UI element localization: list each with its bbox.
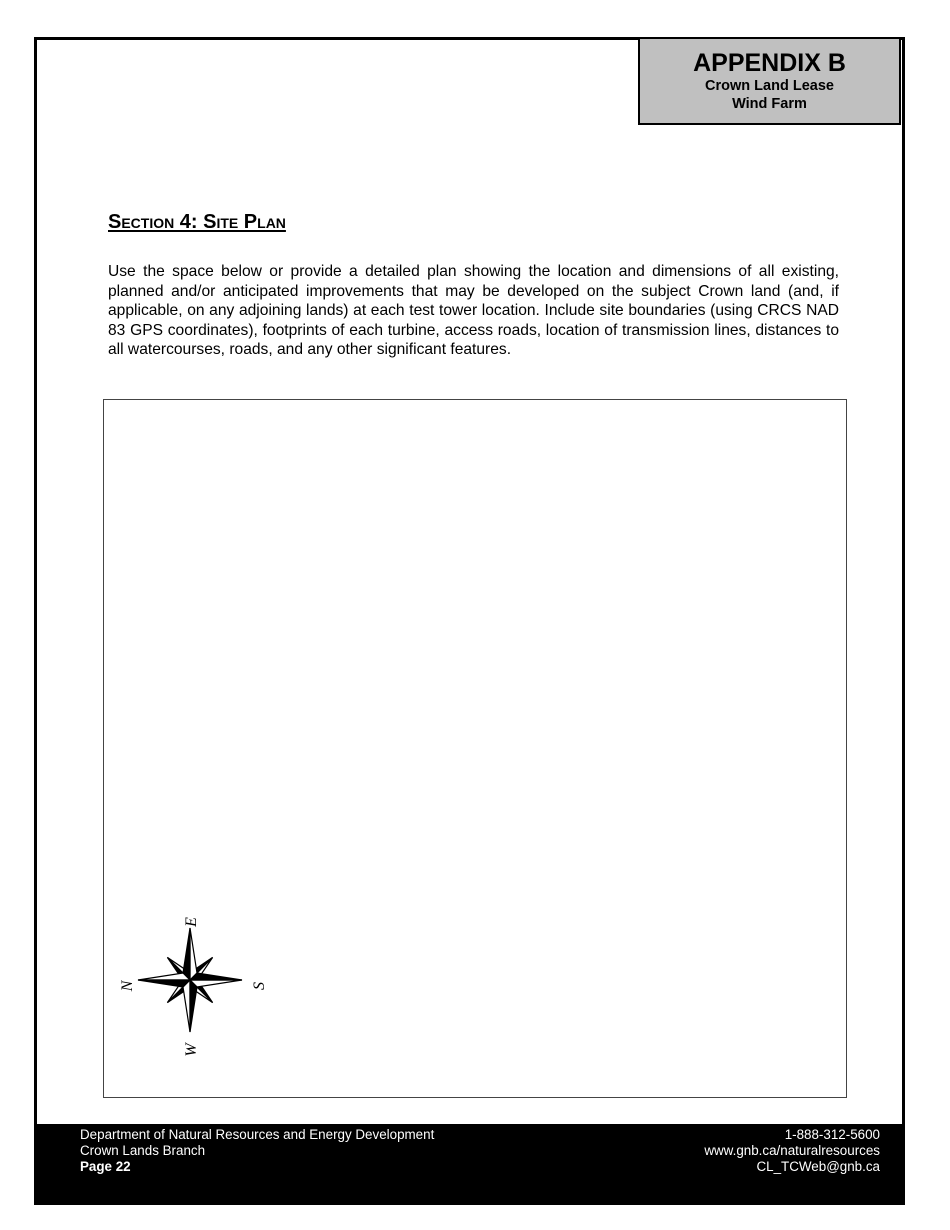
- compass-label-top: E: [183, 917, 200, 927]
- compass-rose-icon: [114, 910, 268, 1060]
- page-footer: [34, 1124, 905, 1205]
- section-instructions: Use the space below or provide a detailed plan showing the location and dimensions of all existing, planned and/or anticipated improvements that may be developed on the subject Crown land (and, if applicable, on any adjoining lands) at each test tower location. Include site boundaries (using CRCS NAD 83 GPS coordinates), footprints of each turbine, access roads, location of transmission lines, distances to all watercourses, roads, and any other significant features.: [108, 263, 839, 359]
- site-plan-drawing-area[interactable]: [103, 399, 847, 1098]
- appendix-title: APPENDIX B: [693, 49, 846, 77]
- appendix-header-box: [638, 37, 901, 125]
- section-title: Section 4: Site Plan: [108, 211, 286, 233]
- footer-left: [80, 1127, 434, 1175]
- footer-phone: 1-888-312-5600: [784, 1127, 880, 1142]
- footer-page-number: Page 22: [80, 1159, 131, 1174]
- compass-label-left: N: [119, 980, 136, 992]
- appendix-subtitle-line1: Crown Land Lease: [705, 78, 834, 94]
- appendix-subtitle-line2: Wind Farm: [732, 96, 807, 112]
- footer-website-link[interactable]: www.gnb.ca/naturalresources: [704, 1143, 880, 1158]
- footer-right: [704, 1127, 880, 1175]
- footer-email-link[interactable]: CL_TCWeb@gnb.ca: [756, 1159, 880, 1174]
- compass-label-right: S: [251, 982, 268, 990]
- footer-department: Department of Natural Resources and Energy Development: [80, 1127, 435, 1142]
- compass-label-bottom: W: [183, 1043, 200, 1057]
- footer-branch: Crown Lands Branch: [80, 1143, 206, 1158]
